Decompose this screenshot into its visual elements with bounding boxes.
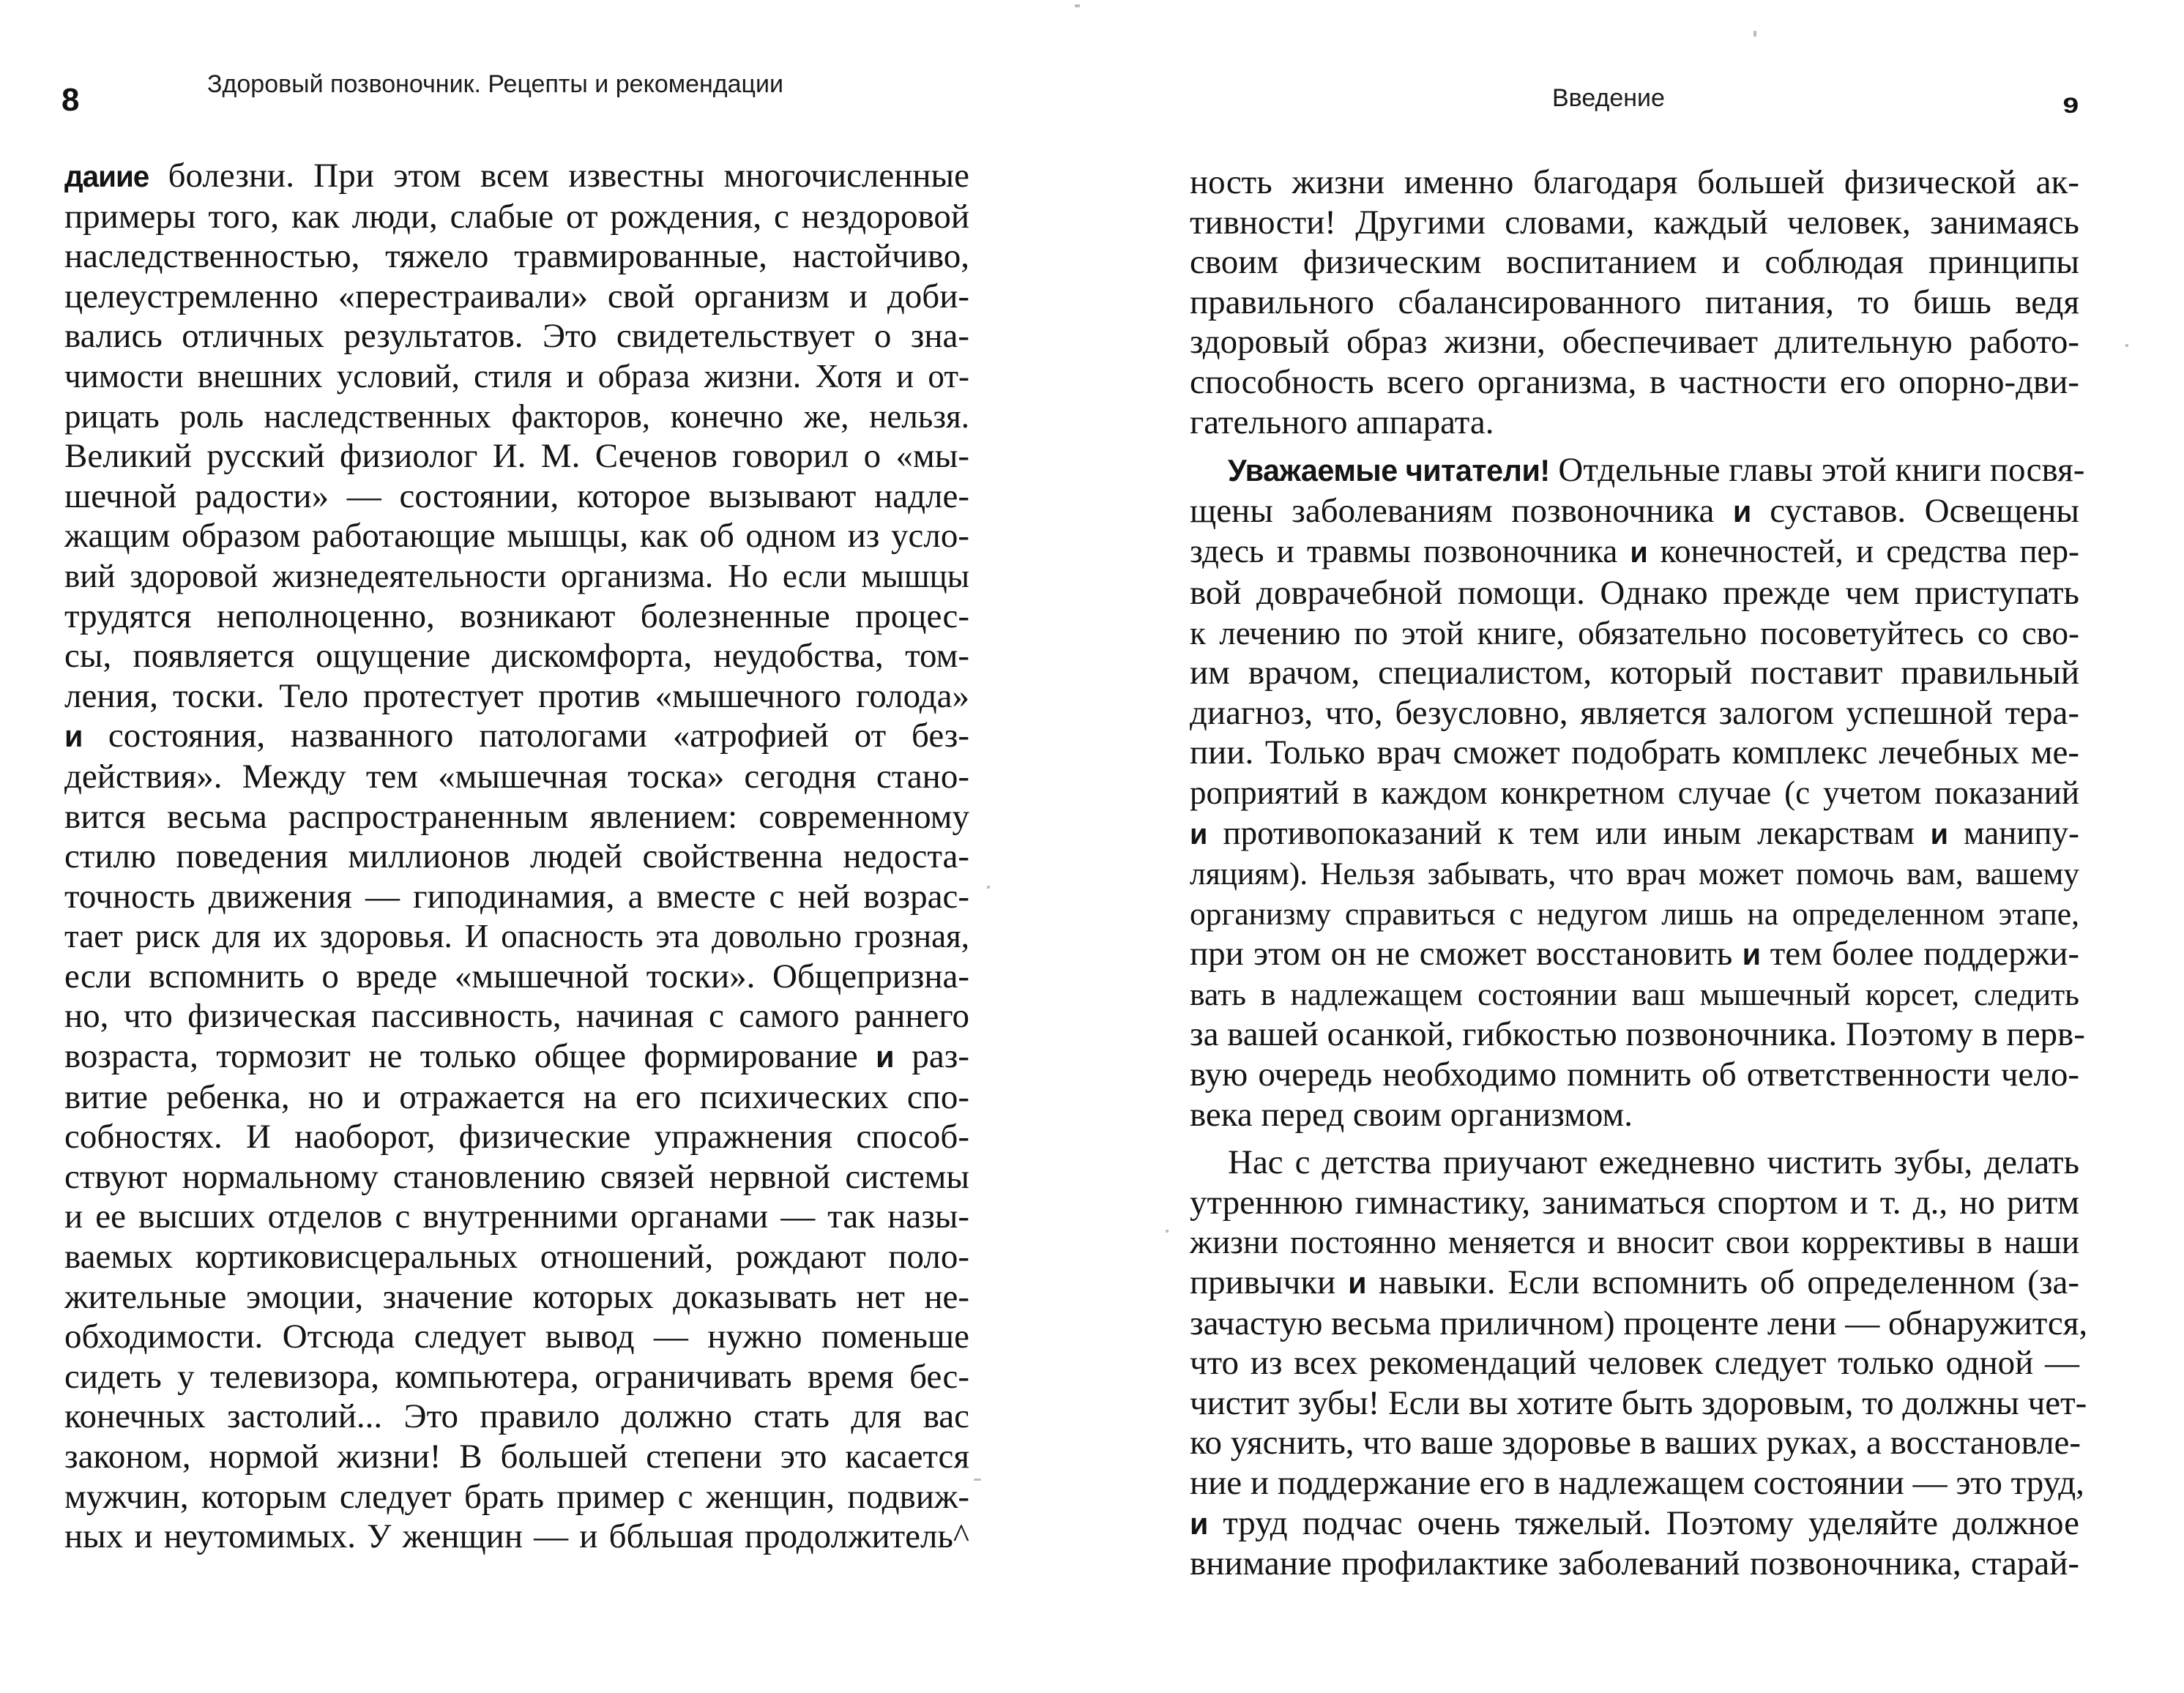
text-line: что из всех рекомендаций человек следует только одной — — [1190, 1344, 2079, 1383]
text-line: щены заболеваниям позвоночника и суставов. Освещены — [1190, 491, 2079, 530]
text-line: вой доврачебной помощи. Однако прежде чем приступать — [1190, 573, 2079, 612]
text-line: целеустремленно «перестраивали» свой организм и доби- — [64, 277, 969, 315]
text-line: зачастую весьма приличном) проценте лени — обнаружится, — [1190, 1304, 2088, 1342]
text-line: Уважаемые читатели! Отдельные главы этой книги посвя- — [1228, 451, 2085, 490]
text-line: шечной радости» — состоянии, которое вызывают надле- — [64, 476, 969, 515]
text-line: витие ребенка, но и отражается на его психических спо- — [64, 1077, 969, 1116]
text-line: к лечению по этой книге, обязательно посоветуйтесь со сво- — [1190, 614, 2079, 651]
right-page — [1092, 0, 2184, 1693]
text-line: пии. Только врач сможет подобрать комплекс лечебных ме- — [1190, 733, 2079, 772]
text-line: здесь и травмы позвоночника и конечностей, и средства пер- — [1190, 533, 2079, 570]
text-line: если вспомнить о вреде «мышечной тоски». Общепризна- — [64, 957, 969, 995]
page-number-right: 9 — [2062, 94, 2079, 118]
text-line: примеры того, как люди, слабые от рождения, с нездоровой — [64, 197, 969, 236]
text-line: и состояния, названного патологами «атрофией от без- — [64, 717, 969, 755]
running-head-right: Введение — [1552, 84, 1665, 112]
text-line: века перед своим организмом. — [1190, 1095, 1633, 1134]
text-line: даиие болезни. При этом всем известны многочисленные — [64, 157, 969, 195]
text-line: при этом он не сможет восстановить и тем более поддержи- — [1190, 935, 2079, 973]
text-line: жащим образом работающие мышцы, как об одном из усло- — [64, 517, 969, 556]
text-line: ваемых кортиковисцеральных отношений, рождают поло- — [64, 1238, 969, 1277]
text-line: ствуют нормальному становлению связей нервной системы — [64, 1157, 969, 1196]
text-line: тает риск для их здоровья. И опасность эта довольно грозная, — [64, 918, 969, 955]
text-line: трудятся неполноценно, возникают болезненные процес- — [64, 597, 969, 635]
text-line: законом, нормой жизни! В большей степени это касается — [64, 1438, 969, 1476]
text-line: ления, тоски. Тело протестует против «мышечного голода» — [64, 676, 969, 715]
left-body-text — [64, 156, 969, 1557]
text-line: вались отличных результатов. Это свидетельствует о зна- — [64, 317, 969, 356]
text-line: Великий русский физиолог И. М. Сеченов говорил о «мы- — [64, 437, 969, 476]
text-line: внимание профилактике заболеваний позвоночника, старай- — [1190, 1544, 2079, 1583]
text-line: мужчин, которым следует брать пример с женщин, подвиж- — [64, 1477, 969, 1516]
scan-speck — [974, 1479, 981, 1481]
scan-speck — [1075, 4, 1080, 7]
text-line: способность всего организма, в частности его опорно-дви- — [1190, 362, 2079, 401]
text-line: вать в надлежащем состоянии ваш мышечный корсет, следить — [1190, 976, 2079, 1012]
text-line: но, что физическая пассивность, начиная с самого раннего — [64, 997, 969, 1036]
text-line: ние и поддержание его в надлежащем состоянии — это труд, — [1190, 1464, 2084, 1502]
text-line: гательного аппарата. — [1190, 403, 1494, 441]
running-head-left: Здоровый позвоночник. Рецепты и рекомендации — [207, 70, 783, 98]
text-line: и ее высших отделов с внутренними органами — так назы- — [64, 1197, 969, 1236]
page-number-left: 8 — [62, 82, 80, 118]
text-line: ность жизни именно благодаря большей физической ак- — [1190, 163, 2079, 201]
text-line: и труд подчас очень тяжелый. Поэтому уделяйте должное — [1190, 1503, 2079, 1542]
text-line: организму справиться с недугом лишь на определенном этапе, — [1190, 896, 2079, 932]
text-line: вится весьма распространенным явлением: современному — [64, 797, 969, 836]
text-line: им врачом, специалистом, который поставит правильный — [1190, 654, 2079, 692]
text-line: наследственностью, тяжело травмированные, настойчиво, — [64, 237, 969, 276]
text-line: жизни постоянно меняется и вносит свои коррективы в наши — [1190, 1224, 2079, 1261]
text-line: утреннюю гимнастику, заниматься спортом и т. д., но ритм — [1190, 1183, 2079, 1222]
text-line: вую очередь необходимо помнить об ответственности чело- — [1190, 1055, 2079, 1094]
text-line: действия». Между тем «мышечная тоска» сегодня стано- — [64, 757, 969, 796]
text-line: вий здоровой жизнедеятельности организма. Но если мышцы — [64, 557, 969, 594]
scan-speck — [2125, 344, 2128, 347]
text-line: ко уяснить, что ваше здоровье в ваших руках, а восстановле- — [1190, 1424, 2081, 1462]
text-line: ляциям). Нельзя забывать, что врач может помочь вам, вашему — [1190, 856, 2079, 892]
text-line: тивности! Другими словами, каждый человек, занимаясь — [1190, 203, 2079, 242]
scan-speck — [1753, 31, 1756, 37]
text-line: жительные эмоции, значение которых доказывать нет не- — [64, 1277, 969, 1316]
text-line: роприятий в каждом конкретном случае (с учетом показаний — [1190, 774, 2079, 811]
text-line: своим физическим воспитанием и соблюдая принципы — [1190, 243, 2079, 282]
text-line: возраста, тормозит не только общее формирование и раз- — [64, 1037, 969, 1076]
text-line: диагноз, что, безусловно, является залогом успешной тера- — [1190, 693, 2079, 732]
text-line: правильного сбалансированного питания, то бишь ведя — [1190, 283, 2079, 321]
text-line: Нас с детства приучают ежедневно чистить зубы, делать — [1228, 1143, 2079, 1182]
text-line: чимости внешних условий, стиля и образа жизни. Хотя и от- — [64, 357, 969, 395]
scan-speck — [987, 886, 990, 889]
text-line: точность движения — гиподинамия, а вместе с ней возрас- — [64, 877, 969, 916]
text-line: чистит зубы! Если вы хотите быть здоровым, то должны чет- — [1190, 1383, 2087, 1422]
text-line: за вашей осанкой, гибкостью позвоночника. Поэтому в перв- — [1190, 1015, 2085, 1054]
text-line: ных и неутомимых. У женщин — и ббльшая продолжитель^ — [64, 1517, 969, 1556]
text-line: конечных застолий... Это правило должно стать для вас — [64, 1397, 969, 1436]
text-line: привычки и навыки. Если вспомнить об определенном (за- — [1190, 1263, 2080, 1302]
text-line: собностях. И наоборот, физические упражнения способ- — [64, 1118, 969, 1156]
text-line: рицать роль наследственных факторов, конечно же, нельзя. — [64, 397, 969, 435]
text-line: сидеть у телевизора, компьютера, ограничивать время бес- — [64, 1357, 969, 1396]
text-line: обходимости. Отсюда следует вывод — нужно поменьше — [64, 1318, 969, 1356]
right-body-text — [1190, 162, 2088, 1584]
bold-lead-in: Уважаемые читатели! — [1228, 454, 1550, 488]
scan-speck — [1166, 1230, 1169, 1233]
text-line: сы, появляется ощущение дискомфорта, неудобства, том- — [64, 637, 969, 676]
text-line: здоровый образ жизни, обеспечивает длительную работо- — [1190, 323, 2079, 362]
text-line: стилю поведения миллионов людей свойственна недоста- — [64, 837, 969, 876]
text-line: и противопоказаний к тем или иным лекарствам и манипу- — [1190, 814, 2079, 851]
